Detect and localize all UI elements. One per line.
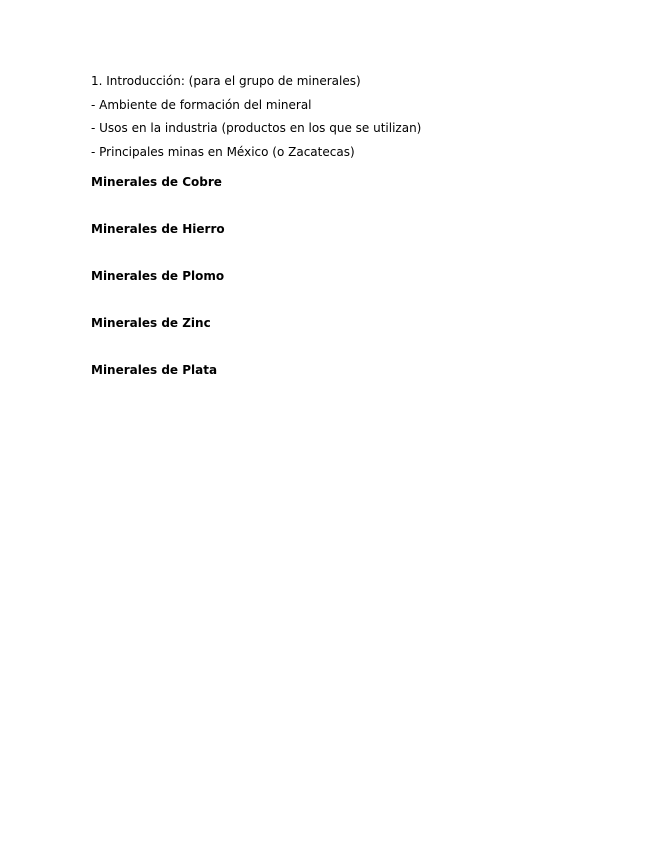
section-heading-cobre: Minerales de Cobre xyxy=(91,174,222,189)
section-heading-hierro: Minerales de Hierro xyxy=(91,221,225,236)
section-heading-plata: Minerales de Plata xyxy=(91,362,218,377)
intro-heading: 1. Introducción: (para el grupo de minerales) xyxy=(91,74,361,88)
intro-item-minas: - Principales minas en México (o Zacatecas) xyxy=(91,144,355,159)
section-heading-plomo: Minerales de Plomo xyxy=(91,268,225,283)
intro-list xyxy=(91,73,611,160)
section-heading-zinc: Minerales de Zinc xyxy=(91,315,211,330)
intro-item-ambiente: - Ambiente de formación del mineral xyxy=(91,97,312,112)
document-body xyxy=(91,73,611,409)
intro-item-usos: - Usos en la industria (productos en los que se utilizan) xyxy=(91,121,422,135)
mineral-sections xyxy=(91,174,611,378)
